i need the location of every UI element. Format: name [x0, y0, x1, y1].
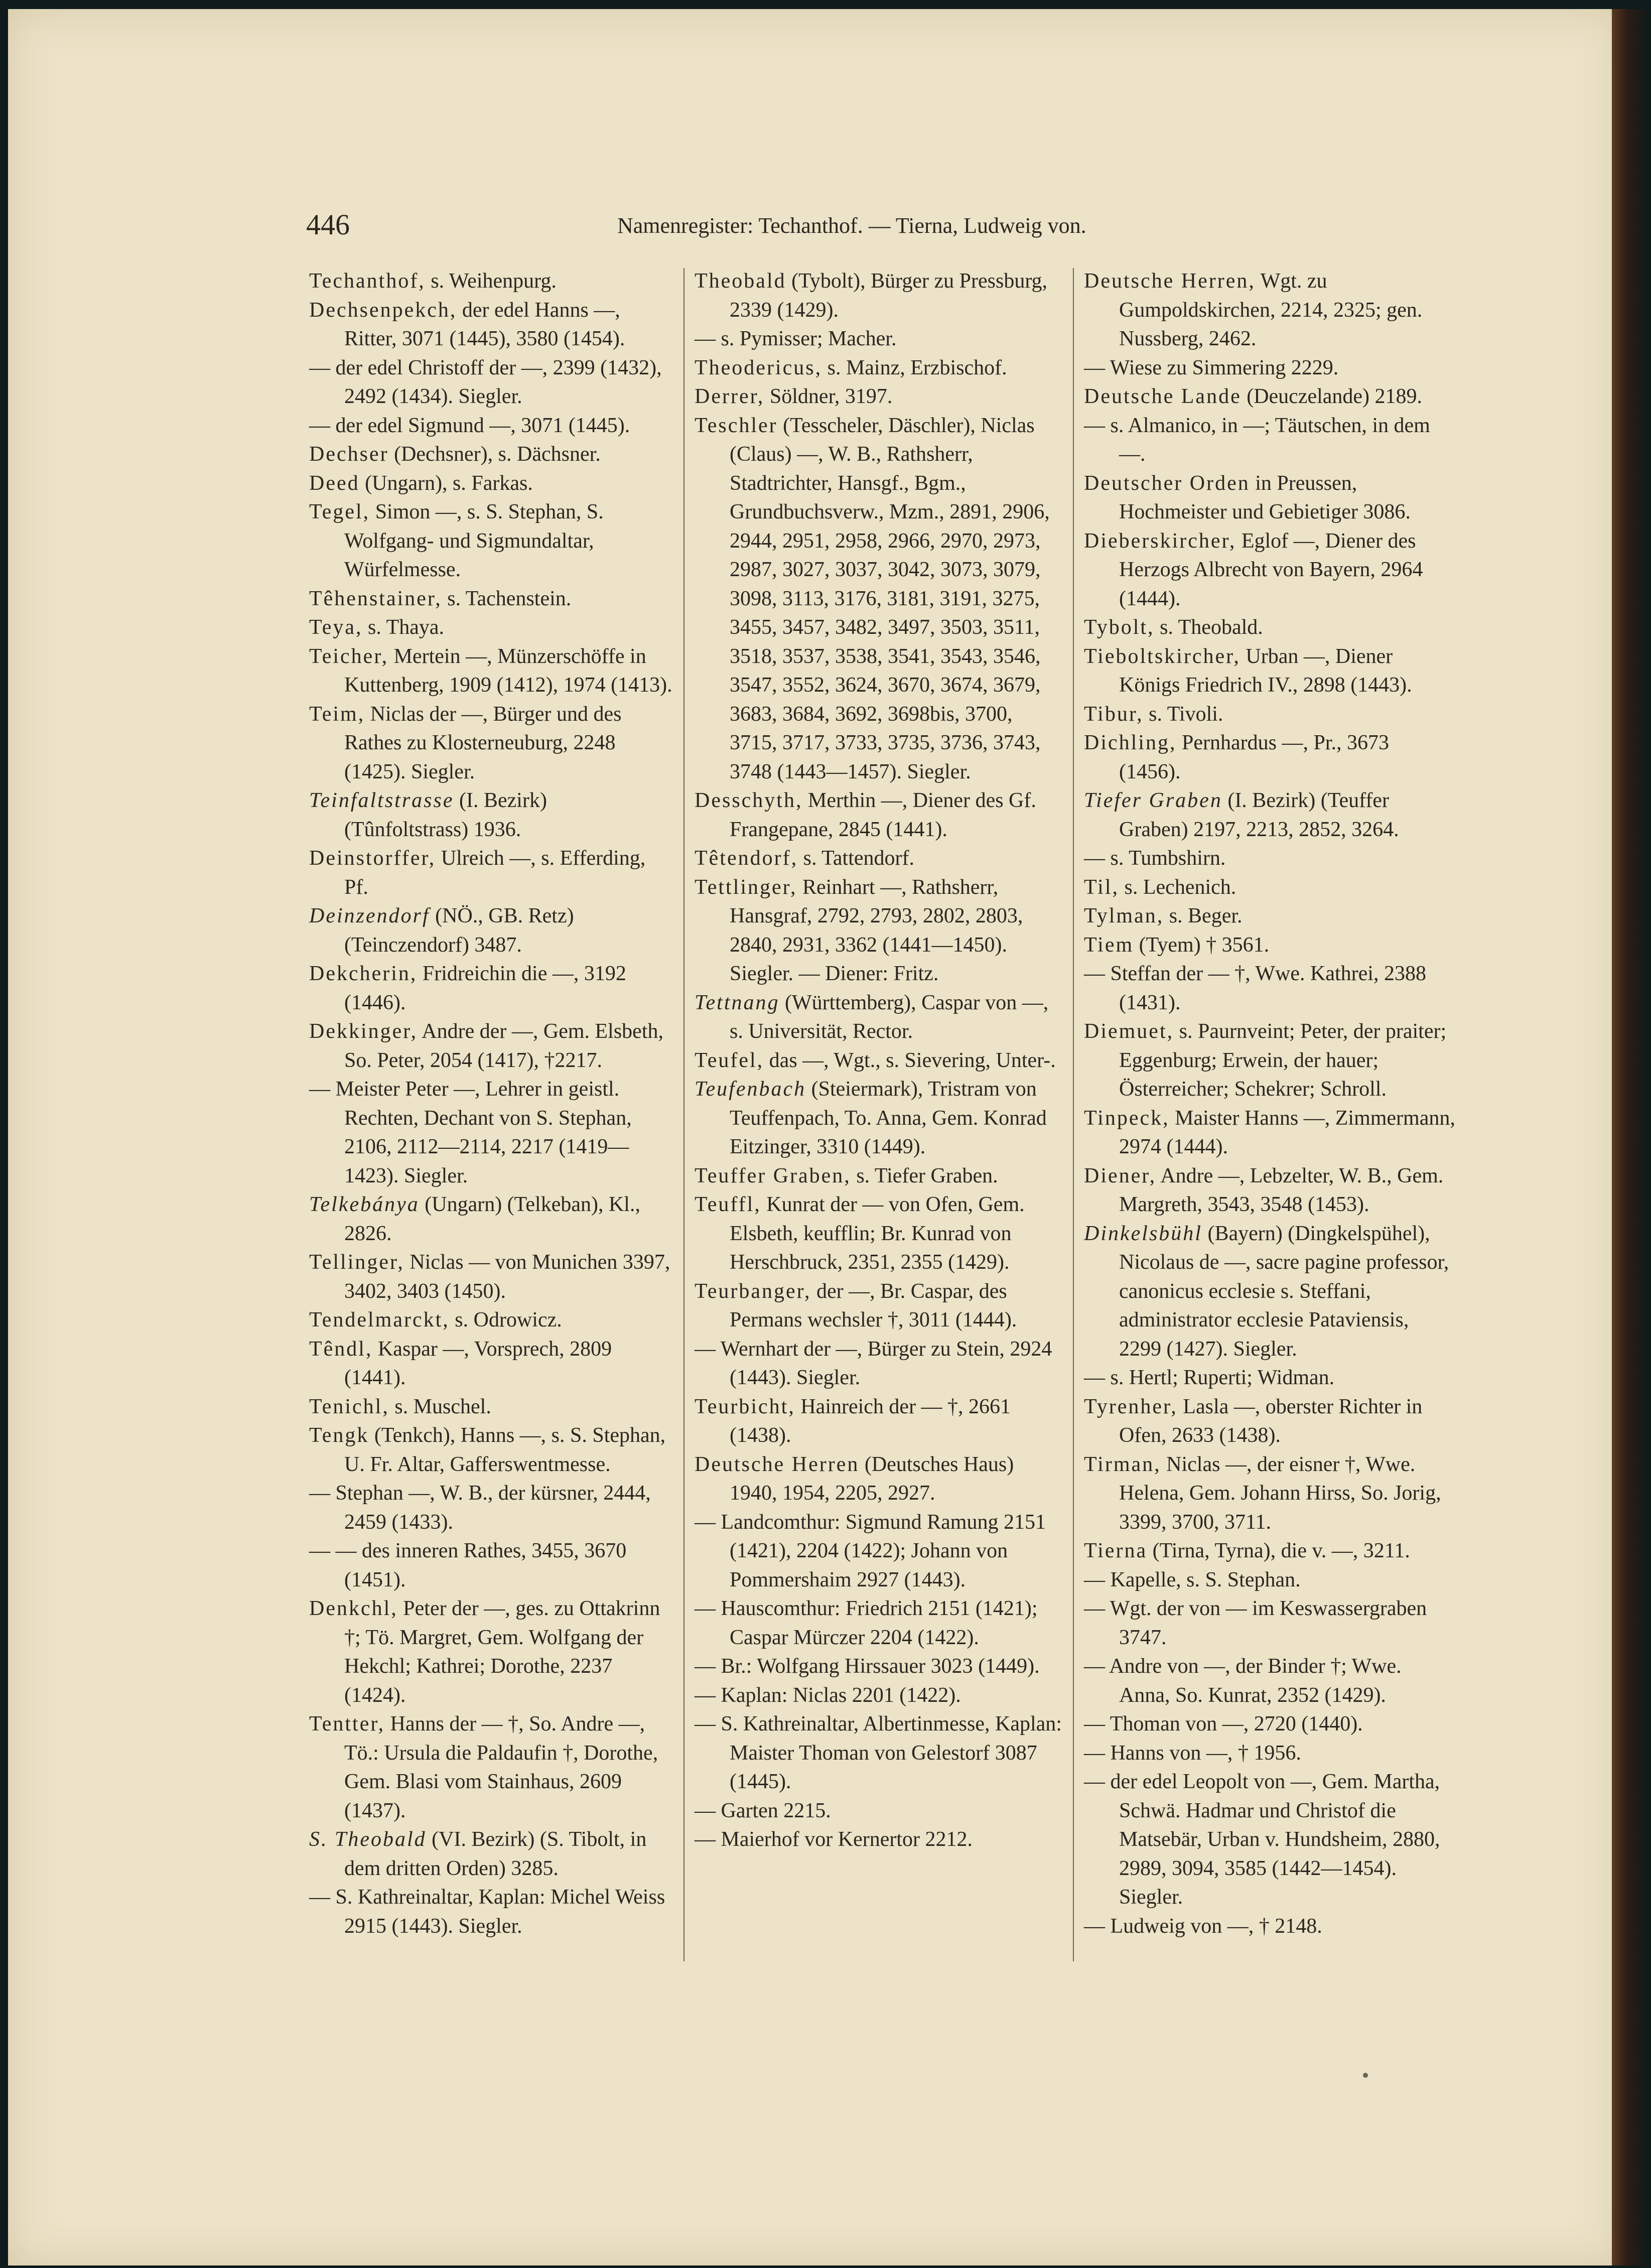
entry-text: (Ungarn) (Telkeban), Kl., 2826.	[344, 1193, 640, 1245]
entry-headword: Teufel,	[695, 1048, 764, 1072]
entry-text: — Thoman von —, 2720 (1440).	[1084, 1712, 1363, 1736]
entry-text: — der edel Christoff der —, 2399 (1432), 2492 (1434). Siegler.	[309, 356, 662, 408]
index-entry	[695, 1190, 1064, 1277]
index-entry	[1084, 1652, 1455, 1710]
entry-text: (I. Bezirk) (Tûnfoltstrass) 1936.	[344, 789, 547, 841]
entry-headword: Tierna	[1084, 1539, 1148, 1562]
index-entry	[309, 1479, 673, 1537]
entry-text: Söldner, 3197.	[764, 385, 893, 408]
index-entry	[1084, 1768, 1455, 1912]
entry-headword: Tellinger,	[309, 1251, 404, 1274]
entry-headword: Tiefer Graben	[1084, 789, 1222, 812]
entry-headword: Teuffl,	[695, 1193, 761, 1216]
entry-headword: Tinpeck,	[1084, 1106, 1170, 1130]
entry-text: Niclas — von Munichen 3397, 3402, 3403 (1450).	[344, 1251, 670, 1303]
entry-headword: Deutsche Herren,	[1084, 270, 1256, 293]
entry-text: — Stephan —, W. B., der kürsner, 2444, 2459 (1433).	[309, 1482, 651, 1534]
entry-text: (Ungarn), s. Farkas.	[359, 471, 533, 495]
index-entry	[695, 1046, 1064, 1076]
index-entry	[309, 412, 673, 441]
index-entry	[309, 267, 673, 296]
entry-headword: Dechser	[309, 443, 389, 466]
index-entry	[309, 469, 673, 498]
index-entry	[695, 1393, 1064, 1450]
entry-text: — s. Pymisser; Macher.	[695, 327, 897, 350]
index-entry	[309, 440, 673, 469]
entry-text: — s. Hertl; Ruperti; Widman.	[1084, 1366, 1335, 1389]
index-column-1	[309, 267, 673, 1941]
entry-text: — der edel Sigmund —, 3071 (1445).	[309, 414, 630, 437]
column-rule-1	[683, 268, 684, 1961]
index-entry	[309, 354, 673, 412]
entry-text: s. Odrowicz.	[449, 1308, 562, 1331]
entry-text: Niclas der —, Bürger und des Rathes zu Klosterneuburg, 2248 (1425). Siegler.	[344, 702, 622, 783]
entry-headword: Teinfaltstrasse	[309, 789, 454, 812]
entry-text: Reinhart —, Rathsherr, Hansgraf, 2792, 2793, 2802, 2803, 2840, 2931, 3362 (1441—1450). Siegler. — Diener: Fritz.	[730, 875, 1023, 985]
index-entry	[309, 786, 673, 844]
entry-headword: Tylman,	[1084, 904, 1164, 927]
entry-headword: Dekcherin,	[309, 962, 418, 985]
index-entry	[1084, 873, 1455, 902]
index-entry	[309, 498, 673, 585]
entry-text: Kunrat der — von Ofen, Gem. Elsbeth, keufflin; Br. Kunrad von Herschbruck, 2351, 2355 (1429).	[730, 1193, 1025, 1274]
index-entry	[695, 1450, 1064, 1508]
entry-text: — Wernhart der —, Bürger zu Stein, 2924 (1443). Siegler.	[695, 1337, 1052, 1389]
entry-text: — S. Kathreinaltar, Kaplan: Michel Weiss 2915 (1443). Siegler.	[309, 1886, 665, 1938]
index-entry	[309, 585, 673, 614]
index-entry	[309, 1883, 673, 1941]
entry-headword: Dichling,	[1084, 731, 1177, 754]
index-entry	[695, 1594, 1064, 1652]
entry-headword: Tettnang	[695, 991, 780, 1014]
entry-text: s. Weihenpurg.	[425, 270, 557, 293]
entry-headword: Tengk	[309, 1424, 369, 1447]
entry-headword: Deinzendorf	[309, 904, 430, 927]
column-rule-2	[1073, 268, 1074, 1961]
entry-headword: Tibur,	[1084, 702, 1144, 726]
index-entry	[309, 1825, 673, 1883]
index-entry	[1084, 786, 1455, 844]
entry-headword: Til,	[1084, 875, 1120, 899]
index-entry	[695, 1277, 1064, 1335]
index-entry	[695, 989, 1064, 1046]
entry-text: — Landcomthur: Sigmund Ramung 2151 (1421), 2204 (1422); Johann von Pommershaim 2927 (1443).	[695, 1510, 1046, 1591]
index-entry	[1084, 642, 1455, 700]
entry-headword: Derrer,	[695, 385, 765, 408]
index-entry	[1084, 844, 1455, 873]
entry-headword: Deutsche Lande	[1084, 385, 1242, 408]
entry-headword: Diemuet,	[1084, 1020, 1174, 1043]
entry-text: der —, Br. Caspar, des Permans wechsler †, 3011 (1444).	[730, 1279, 1017, 1331]
index-entry	[695, 1508, 1064, 1595]
entry-text: — Kaplan: Niclas 2201 (1422).	[695, 1683, 961, 1707]
index-entry	[695, 844, 1064, 873]
index-entry	[1084, 729, 1455, 786]
entry-text: — s. Almanico, in —; Täutschen, in dem —.	[1084, 414, 1430, 466]
index-entry	[695, 1162, 1064, 1191]
entry-text: Lasla —, oberster Richter in Ofen, 2633 (1438).	[1119, 1395, 1423, 1447]
index-entry	[695, 873, 1064, 989]
index-entry	[1084, 700, 1455, 729]
entry-headword: Dechsenpekch,	[309, 298, 457, 322]
index-entry	[1084, 1364, 1455, 1393]
entry-headword: Deutscher Orden	[1084, 471, 1250, 495]
entry-headword: Desschyth,	[695, 789, 803, 812]
entry-text: s. Lechenich.	[1119, 875, 1236, 899]
entry-headword: Techanthof,	[309, 270, 426, 293]
index-entry	[309, 1421, 673, 1479]
entry-headword: Tendelmarckt,	[309, 1308, 450, 1331]
entry-headword: Theobald	[695, 270, 786, 293]
index-entry	[1084, 1739, 1455, 1768]
entry-headword: Têtendorf,	[695, 847, 798, 870]
entry-text: Peter der —, ges. zu Ottakrinn †; Tö. Margret, Gem. Wolfgang der Hekchl; Kathrei; Dorothe, 2237 (1424).	[344, 1597, 660, 1707]
index-entry	[695, 382, 1064, 412]
index-entry	[309, 613, 673, 642]
entry-text: der edel Hanns —, Ritter, 3071 (1445), 3580 (1454).	[344, 298, 625, 350]
index-entry	[1084, 1104, 1455, 1162]
index-entry	[1084, 382, 1455, 412]
index-entry	[1084, 1017, 1455, 1104]
entry-text: s. Tivoli.	[1143, 702, 1223, 726]
entry-text: — s. Tumbshirn.	[1084, 847, 1226, 870]
index-entry	[309, 1537, 673, 1594]
index-entry	[1084, 267, 1455, 354]
entry-text: (Deuczelande) 2189.	[1241, 385, 1423, 408]
entry-headword: Telkebánya	[309, 1193, 420, 1216]
index-entry	[695, 1335, 1064, 1393]
entry-text: (I. Bezirk) (Teuffer Graben) 2197, 2213, 2852, 3264.	[1119, 789, 1399, 841]
index-entry	[695, 1710, 1064, 1797]
entry-text: — Wgt. der von — im Keswassergraben 3747.	[1084, 1597, 1427, 1649]
entry-text: Ulreich —, s. Efferding, Pf.	[344, 847, 646, 899]
entry-headword: Teim,	[309, 702, 365, 726]
entry-headword: Teurbicht,	[695, 1395, 795, 1418]
entry-text: Wgt. zu Gumpoldskirchen, 2214, 2325; gen. Nussberg, 2462.	[1119, 270, 1423, 350]
entry-text: s. Tachenstein.	[442, 587, 572, 610]
entry-headword: Tyrenher,	[1084, 1395, 1178, 1418]
index-entry	[695, 786, 1064, 844]
index-entry	[695, 267, 1064, 325]
header-title: Namenregister: Techanthof. — Tierna, Ludweig von.	[617, 213, 1086, 238]
entry-text: s. Mainz, Erzbischof.	[822, 356, 1007, 379]
index-entry	[1084, 960, 1455, 1017]
entry-text: — Hanns von —, † 1956.	[1084, 1741, 1301, 1765]
entry-headword: Teufenbach	[695, 1078, 806, 1101]
index-entry	[309, 1075, 673, 1190]
index-entry	[309, 1594, 673, 1710]
entry-headword: Tegel,	[309, 500, 370, 523]
entry-text: (Tesscheler, Däschler), Niclas (Claus) —, W. B., Rathsherr, Stadtrichter, Hansgf., Bgm., Grundbuchsverw., Mzm., 2891, 2906, 2944, 2951, 2958, 2966, 2970, 2973, 2987, 3027, 3037, 3042, 3073, 3079, 3098, 3113, 3176, 3181, 3191, 3275, 3455, 3457, 3482, 3497, 3503, 3511, 3518, 3537, 3538, 3541, 3543, 3546, 3547, 3552, 3624, 3670, 3674, 3679, 3683, 3684, 3692, 3698bis, 3700, 3715, 3717, 3733, 3735, 3736, 3743, 3748 (1443—1457). Siegler.	[730, 414, 1050, 783]
entry-text: Maister Hanns —, Zimmermann, 2974 (1444).	[1119, 1106, 1455, 1158]
entry-text: (Tenkch), Hanns —, s. S. Stephan, U. Fr. Altar, Gafferswentmesse.	[344, 1424, 666, 1476]
entry-headword: Deed	[309, 471, 360, 495]
entry-headword: Deinstorffer,	[309, 847, 436, 870]
entry-text: (VI. Bezirk) (S. Tibolt, in dem dritten Orden) 3285.	[344, 1828, 647, 1880]
entry-headword: Tenichl,	[309, 1395, 389, 1418]
index-entry	[695, 1825, 1064, 1854]
index-entry	[1084, 1537, 1455, 1566]
entry-text: — Kapelle, s. S. Stephan.	[1084, 1568, 1301, 1591]
entry-headword: Dinkelsbühl	[1084, 1222, 1202, 1245]
index-entry	[1084, 354, 1455, 383]
entry-headword: Tentter,	[309, 1712, 385, 1736]
entry-headword: Dekkinger,	[309, 1020, 418, 1043]
entry-text: — der edel Leopolt von —, Gem. Martha, Schwä. Hadmar und Christof die Matsebär, Urban v. Hundsheim, 2880, 2989, 3094, 3585 (1442—1454). Siegler.	[1084, 1770, 1440, 1909]
index-entry	[309, 1393, 673, 1422]
entry-text: Simon —, s. S. Stephan, S. Wolfgang- und Sigmundaltar, Würfelmesse.	[344, 500, 604, 581]
entry-text: — S. Kathreinaltar, Albertinmesse, Kaplan: Maister Thoman von Gelestorf 3087 (1445).	[695, 1712, 1062, 1793]
index-entry	[1084, 1162, 1455, 1220]
entry-text: (Tirna, Tyrna), die v. —, 3211.	[1147, 1539, 1410, 1562]
entry-text: — Meister Peter —, Lehrer in geistl. Rechten, Dechant von S. Stephan, 2106, 2112—2114, 2217 (1419—1423). Siegler.	[309, 1078, 632, 1187]
index-entry	[695, 354, 1064, 383]
entry-text: Hainreich der — †, 2661 (1438).	[730, 1395, 1011, 1447]
entry-text: (Bayern) (Dingkelspühel), Nicolaus de —, sacre pagine professor, canonicus ecclesie s. Steffani, administrator ecclesie Pataviensis, 2299 (1427). Siegler.	[1119, 1222, 1449, 1361]
entry-text: Andre der —, Gem. Elsbeth, So. Peter, 2054 (1417), †2217.	[344, 1020, 663, 1072]
entry-text: (Deutsches Haus) 1940, 1954, 2205, 2927.	[730, 1452, 1014, 1505]
entry-headword: S. Theobald	[309, 1828, 427, 1851]
index-entry	[309, 1017, 673, 1075]
entry-text: — — des inneren Rathes, 3455, 3670 (1451).	[309, 1539, 627, 1591]
entry-headword: Theodericus,	[695, 356, 822, 379]
entry-text: das —, Wgt., s. Sievering, Unter-.	[764, 1048, 1056, 1072]
index-entry	[1084, 1710, 1455, 1739]
index-entry	[1084, 1393, 1455, 1450]
entry-text: Kaspar —, Vorsprech, 2809 (1441).	[344, 1337, 612, 1389]
index-entry	[309, 1710, 673, 1825]
entry-text: s. Tiefer Graben.	[851, 1164, 998, 1187]
entry-headword: Teuffer Graben,	[695, 1164, 851, 1187]
index-entry	[695, 412, 1064, 787]
index-column-2	[695, 267, 1064, 1854]
index-entry	[309, 642, 673, 700]
entry-text: Andre —, Lebzelter, W. B., Gem. Margreth, 3543, 3548 (1453).	[1119, 1164, 1444, 1216]
index-entry	[309, 1335, 673, 1393]
entry-text: (Württemberg), Caspar von —, s. Universität, Rector.	[730, 991, 1049, 1043]
index-entry	[695, 1652, 1064, 1681]
index-entry	[309, 1190, 673, 1248]
index-entry	[1084, 469, 1455, 527]
entry-text: — Br.: Wolfgang Hirssauer 3023 (1449).	[695, 1655, 1040, 1678]
index-entry	[309, 960, 673, 1017]
entry-text: s. Beger.	[1164, 904, 1243, 927]
index-entry	[695, 1797, 1064, 1826]
entry-text: Niclas —, der eisner †, Wwe. Helena, Gem. Johann Hirss, So. Jorig, 3399, 3700, 3711.	[1119, 1452, 1441, 1534]
entry-headword: Teurbanger,	[695, 1279, 811, 1303]
index-entry	[309, 902, 673, 960]
index-entry	[309, 1248, 673, 1306]
entry-text: Urban —, Diener Königs Friedrich IV., 2898 (1443).	[1119, 644, 1412, 697]
index-entry	[1084, 1912, 1455, 1941]
index-entry	[695, 325, 1064, 354]
index-entry	[1084, 1594, 1455, 1652]
index-entry	[309, 1306, 673, 1335]
entry-headword: Teya,	[309, 616, 363, 639]
entry-text: s. Thaya.	[362, 616, 445, 639]
entry-text: — Steffan der — †, Wwe. Kathrei, 2388 (1431).	[1084, 962, 1426, 1014]
entry-text: — Wiese zu Simmering 2229.	[1084, 356, 1339, 379]
index-entry	[1084, 931, 1455, 960]
entry-text: Fridreichin die —, 3192 (1446).	[344, 962, 626, 1014]
index-entry	[309, 844, 673, 902]
entry-text: Hanns der — †, So. Andre —, Tö.: Ursula die Paldaufin †, Dorothe, Gem. Blasi vom Stainhaus, 2609 (1437).	[344, 1712, 658, 1822]
entry-headword: Dieberskircher,	[1084, 529, 1236, 553]
entry-headword: Tiem	[1084, 933, 1134, 957]
index-entry	[1084, 527, 1455, 614]
entry-text: — Hauscomthur: Friedrich 2151 (1421); Caspar Mürczer 2204 (1422).	[695, 1597, 1038, 1649]
index-entry	[1084, 1450, 1455, 1537]
entry-text: — Andre von —, der Binder †; Wwe. Anna, So. Kunrat, 2352 (1429).	[1084, 1655, 1402, 1707]
index-entry	[1084, 1220, 1455, 1364]
entry-headword: Tybolt,	[1084, 616, 1155, 639]
entry-headword: Denkchl,	[309, 1597, 398, 1620]
entry-headword: Teicher,	[309, 644, 389, 668]
entry-text: (Tyem) † 3561.	[1134, 933, 1270, 957]
entry-text: — Garten 2215.	[695, 1799, 831, 1822]
entry-headword: Têhenstainer,	[309, 587, 442, 610]
index-entry	[1084, 412, 1455, 469]
index-entry	[1084, 613, 1455, 642]
page-number: 446	[306, 208, 350, 241]
index-entry	[309, 700, 673, 787]
index-entry	[1084, 902, 1455, 931]
entry-headword: Têndl,	[309, 1337, 373, 1361]
entry-text: s. Muschel.	[389, 1395, 491, 1418]
entry-text: s. Tattendorf.	[798, 847, 914, 870]
entry-text: s. Paurnveint; Peter, der praiter; Eggenburg; Erwein, der hauer; Österreicher; Schekrer; Schroll.	[1119, 1020, 1447, 1101]
entry-text: Merthin —, Diener des Gf. Frangepane, 2845 (1441).	[730, 789, 1036, 841]
index-column-3	[1084, 267, 1455, 1941]
entry-headword: Diener,	[1084, 1164, 1157, 1187]
entry-headword: Tettlinger,	[695, 875, 797, 899]
entry-text: s. Theobald.	[1154, 616, 1263, 639]
entry-headword: Deutsche Herren	[695, 1452, 860, 1476]
entry-headword: Tirman,	[1084, 1452, 1161, 1476]
entry-text: Eglof —, Diener des Herzogs Albrecht von Bayern, 2964 (1444).	[1119, 529, 1423, 610]
entry-text: — Ludweig von —, † 2148.	[1084, 1914, 1322, 1938]
entry-headword: Tieboltskircher,	[1084, 644, 1241, 668]
book-spine-edge	[1612, 9, 1651, 2265]
entry-text: (Dechsner), s. Dächsner.	[388, 443, 601, 466]
entry-text: Mertein —, Münzerschöffe in Kuttenberg, 1909 (1412), 1974 (1413).	[344, 644, 672, 697]
entry-text: (Steiermark), Tristram von Teuffenpach, To. Anna, Gem. Konrad Eitzinger, 3310 (1449).	[730, 1078, 1047, 1158]
entry-text: — Maierhof vor Kernertor 2212.	[695, 1828, 973, 1851]
entry-text: in Preussen, Hochmeister und Gebietiger 3086.	[1119, 471, 1411, 523]
index-entry	[1084, 1566, 1455, 1595]
ink-speck	[1363, 2073, 1368, 2078]
index-entry	[309, 296, 673, 354]
entry-text: (NÖ., GB. Retz) (Teinczendorf) 3487.	[344, 904, 574, 957]
index-entry	[695, 1681, 1064, 1710]
entry-text: Pernhardus —, Pr., 3673 (1456).	[1119, 731, 1389, 783]
index-entry	[695, 1075, 1064, 1162]
entry-text: (Tybolt), Bürger zu Pressburg, 2339 (1429).	[730, 270, 1048, 322]
entry-headword: Teschler	[695, 414, 778, 437]
